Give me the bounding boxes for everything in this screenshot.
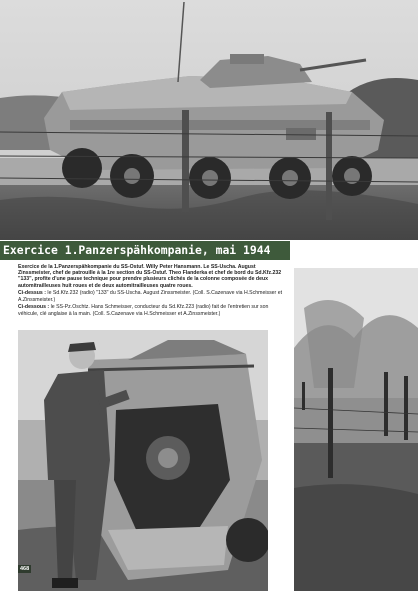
photo-soldier-with-vehicle	[18, 330, 268, 591]
page-number: 468	[20, 566, 30, 572]
caption-above-body: le Sd.Kfz.232 (radio) "133" du SS-Uscha. August Zinssmeister. (Coll. S.Cazenave via H.Schmeisser et A.Zinssmeister.)	[18, 290, 283, 303]
caption-below	[18, 304, 290, 316]
caption-block	[18, 264, 290, 318]
caption-below-lead: Ci-dessous :	[18, 304, 50, 311]
photo-armored-car-8-wheel	[0, 0, 418, 240]
photo-field-with-posts	[294, 268, 418, 591]
section-title: Exercice 1.Panzerspähkompanie, mai 1944	[0, 241, 290, 260]
caption-main: Exercice de la 1.Panzerspähkompanie du SS-Ostuf. Willy Peter Hansmann. Le SS-Uscha. August Zinssmeister, chef de patrouille à la 1re section du SS-Ostuf. Theo Flanderka et chef de bord du Sd.Kfz.232 "133", profite d'une pause technique pour prendre plusieurs clichés de la colonne composée de deux automitrailleuses huit roues et de deux automitrailleuses quatre roues.	[18, 264, 282, 289]
caption-above-lead: Ci-dessus :	[18, 290, 46, 297]
caption-below-body: le SS-Pz.Oschtz. Hans Schmeisser, conducteur du Sd.Kfz.223 (radio) fait de l'entretien sur son véhicule, clé anglaise à la main. (Coll. S.Cazenave via H.Schmeisser et A.Zinssmeister.)	[18, 304, 269, 317]
caption-above	[18, 290, 290, 302]
